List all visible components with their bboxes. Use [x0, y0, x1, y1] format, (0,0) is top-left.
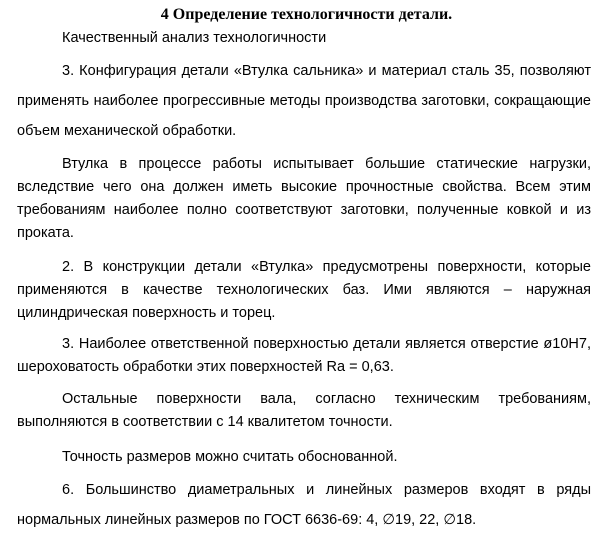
paragraph-configuration: 3. Конфигурация детали «Втулка сальника» и материал сталь 35, позволяют применять наиболее прогрессивные методы производства заготовки, сокращающие объем механической обработки.	[17, 63, 591, 139]
section-title: 4 Определение технологичности детали.	[160, 6, 453, 23]
paragraph-tech-bases: 2. В конструкции детали «Втулка» предусмотрены поверхности, которые применяются в качестве технологических баз. Ими являются – наружная цилиндрическая поверхность и торец.	[17, 259, 591, 321]
paragraph-workload: Втулка в процессе работы испытывает большие статические нагрузки, вследствие чего она должен иметь высокие прочностные свойства. Всем этим требованиям наиболее полно соответствуют заготовки, полученные ковкой и из проката.	[17, 156, 591, 241]
section-subtitle: Качественный анализ технологичности	[62, 30, 327, 46]
paragraph-accuracy: Точность размеров можно считать обоснованной.	[62, 449, 398, 465]
paragraph-other-surfaces: Остальные поверхности вала, согласно техническим требованиям, выполняются в соответствии с 14 квалитетом точности.	[17, 391, 591, 430]
paragraph-gost-sizes: 6. Большинство диаметральных и линейных размеров входят в ряды нормальных линейных размеров по ГОСТ 6636-69: 4, ∅19, 22, ∅18.	[17, 482, 591, 528]
paragraph-critical-surface: 3. Наиболее ответственной поверхностью детали является отверстие ø10Н7, шероховатость обработки этих поверхностей Ra = 0,63.	[17, 336, 591, 375]
